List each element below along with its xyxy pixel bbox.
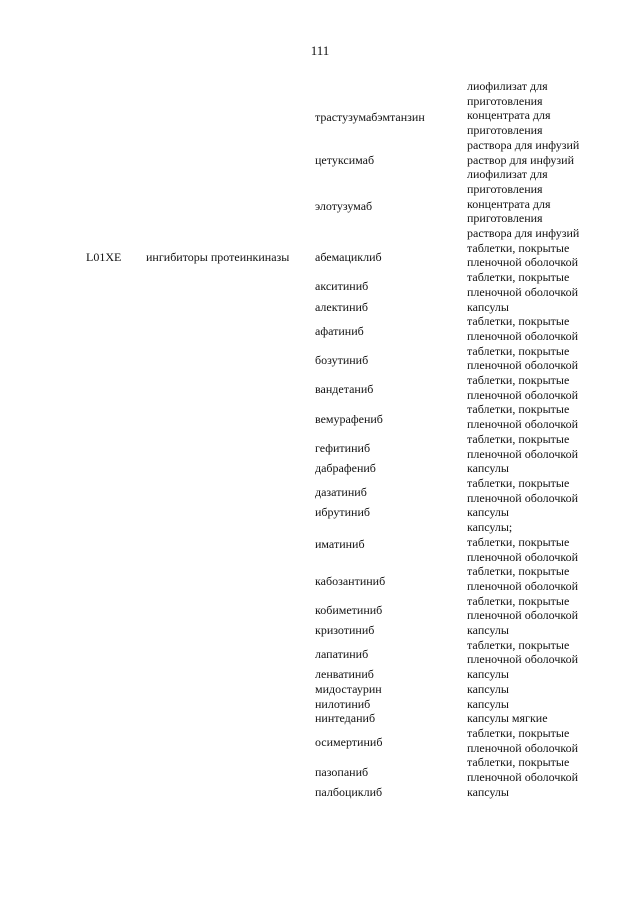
dosage-form-line: пленочной оболочкой (467, 446, 579, 461)
drug-name: мидостаурин (315, 681, 382, 696)
dosage-form-line: концентрата для (467, 108, 551, 123)
dosage-form-line: капсулы (467, 784, 509, 799)
table-row (0, 476, 640, 505)
dosage-forms (467, 520, 617, 564)
dosage-forms (467, 711, 617, 726)
drug-name: нинтеданиб (315, 711, 376, 726)
drug-name: кабозантиниб (315, 573, 386, 588)
dosage-form-line: пленочной оболочкой (467, 578, 579, 593)
dosage-form-line: пленочной оболочкой (467, 490, 579, 505)
dosage-form-line: пленочной оболочкой (467, 284, 579, 299)
dosage-form-line: пленочной оболочкой (467, 770, 579, 785)
drug-name: кобиметиниб (315, 602, 383, 617)
table-row (0, 711, 640, 726)
dosage-form-line: капсулы (467, 696, 509, 711)
dosage-form-line: приготовления (467, 211, 543, 226)
drug-name: бозутиниб (315, 353, 369, 367)
dosage-forms (467, 402, 617, 431)
dosage-form-line: раствора для инфузий (467, 226, 580, 241)
dosage-forms (467, 564, 617, 593)
dosage-form-line: таблетки, покрытые (467, 402, 570, 417)
dosage-forms (467, 505, 617, 520)
dosage-forms (467, 726, 617, 755)
dosage-form-line: пленочной оболочкой (467, 417, 579, 432)
table-row (0, 667, 640, 682)
dosage-form-line: таблетки, покрытые (467, 475, 570, 490)
table-row (0, 564, 640, 593)
table-row (0, 594, 640, 623)
dosage-form-line: пленочной оболочкой (467, 255, 579, 270)
dosage-form-line: раствора для инфузий (467, 137, 580, 152)
table-row (0, 697, 640, 712)
drug-name: ленватиниб (315, 667, 374, 682)
dosage-form-line: капсулы (467, 681, 509, 696)
table-row (0, 755, 640, 784)
dosage-forms (467, 300, 617, 315)
drug-name: осимертиниб (315, 735, 383, 750)
table-row (0, 461, 640, 476)
drug-table (0, 79, 640, 799)
atc-code: L01XE (86, 250, 122, 265)
table-row (0, 167, 640, 241)
table-row (0, 300, 640, 315)
dosage-forms (467, 667, 617, 682)
table-row (0, 314, 640, 343)
drug-name: ибрутиниб (315, 505, 370, 520)
dosage-forms (467, 79, 617, 153)
table-row (0, 432, 640, 461)
dosage-form-line: приготовления (467, 181, 543, 196)
dosage-form-line: таблетки, покрытые (467, 314, 570, 329)
dosage-form-line: капсулы (467, 299, 509, 314)
table-row (0, 682, 640, 697)
dosage-form-line: таблетки, покрытые (467, 373, 570, 388)
drug-name: нилотиниб (315, 696, 371, 711)
dosage-form-line: таблетки, покрытые (467, 725, 570, 740)
dosage-forms (467, 373, 617, 402)
dosage-form-line: приготовления (467, 123, 543, 138)
table-row (0, 373, 640, 402)
table-row (0, 153, 640, 168)
drug-name: дазатиниб (315, 485, 367, 500)
dosage-form-line: таблетки, покрытые (467, 270, 570, 285)
dosage-forms (467, 623, 617, 638)
dosage-forms (467, 270, 617, 299)
dosage-form-line: капсулы (467, 461, 509, 476)
dosage-form-line: лиофилизат для (467, 79, 548, 93)
dosage-form-line: концентрата для (467, 196, 551, 211)
group-name: ингибиторы протеинкиназы (146, 250, 290, 265)
dosage-form-line: пленочной оболочкой (467, 358, 579, 373)
dosage-forms (467, 167, 617, 241)
table-row (0, 505, 640, 520)
dosage-form-line: таблетки, покрытые (467, 240, 570, 255)
table-row (0, 520, 640, 564)
dosage-form-line: пленочной оболочкой (467, 652, 579, 667)
dosage-form-line: капсулы мягкие (467, 711, 548, 726)
drug-name: вандетаниб (315, 382, 374, 397)
dosage-forms (467, 344, 617, 373)
dosage-form-line: таблетки, покрытые (467, 431, 570, 446)
drug-name: иматиниб (315, 536, 365, 551)
drug-name: алектиниб (315, 299, 369, 314)
drug-name: лапатиниб (315, 647, 369, 662)
dosage-form-line: таблетки, покрытые (467, 534, 570, 549)
dosage-form-line: таблетки, покрытые (467, 564, 570, 579)
drug-name: цетуксимаб (315, 152, 375, 167)
dosage-forms (467, 785, 617, 800)
dosage-form-line: приготовления (467, 93, 543, 108)
drug-name: элотузумаб (315, 198, 373, 213)
dosage-form-line: капсулы; (467, 520, 513, 535)
drug-name: афатиниб (315, 323, 364, 338)
dosage-form-line: капсулы (467, 667, 509, 682)
drug-name: абемациклиб (315, 250, 382, 265)
table-row (0, 623, 640, 638)
dosage-form-line: капсулы (467, 623, 509, 638)
dosage-forms (467, 755, 617, 784)
dosage-forms (467, 241, 617, 270)
dosage-forms (467, 697, 617, 712)
dosage-form-line: пленочной оболочкой (467, 328, 579, 343)
dosage-form-line: таблетки, покрытые (467, 637, 570, 652)
dosage-forms (467, 594, 617, 623)
drug-name: трастузумабэмтанзин (315, 110, 425, 125)
dosage-forms (467, 432, 617, 461)
dosage-forms (467, 476, 617, 505)
dosage-form-line: капсулы (467, 505, 509, 520)
dosage-form-line: таблетки, покрытые (467, 755, 570, 770)
table-row (0, 270, 640, 299)
drug-name: пазопаниб (315, 764, 369, 779)
drug-name: палбоциклиб (315, 784, 383, 799)
dosage-form-line: пленочной оболочкой (467, 387, 579, 402)
dosage-form-line: таблетки, покрытые (467, 593, 570, 608)
dosage-forms (467, 638, 617, 667)
dosage-form-line: лиофилизат для (467, 167, 548, 182)
table-row (0, 726, 640, 755)
drug-name: дабрафениб (315, 461, 376, 476)
table-row (0, 402, 640, 431)
drug-name: кризотиниб (315, 623, 375, 638)
dosage-forms (467, 314, 617, 343)
dosage-forms (467, 461, 617, 476)
table-row (0, 785, 640, 800)
drug-name: гефитиниб (315, 441, 371, 456)
table-row (0, 241, 640, 270)
page-number: 111 (310, 43, 330, 58)
dosage-form-line: раствор для инфузий (467, 152, 574, 167)
table-row (0, 638, 640, 667)
table-row (0, 344, 640, 373)
drug-name: акситиниб (315, 279, 369, 294)
dosage-form-line: пленочной оболочкой (467, 608, 579, 623)
table-row (0, 79, 640, 153)
dosage-forms (467, 153, 617, 168)
dosage-form-line: пленочной оболочкой (467, 549, 579, 564)
dosage-form-line: таблетки, покрытые (467, 343, 570, 358)
dosage-forms (467, 682, 617, 697)
dosage-form-line: пленочной оболочкой (467, 740, 579, 755)
drug-name: вемурафениб (315, 411, 383, 426)
